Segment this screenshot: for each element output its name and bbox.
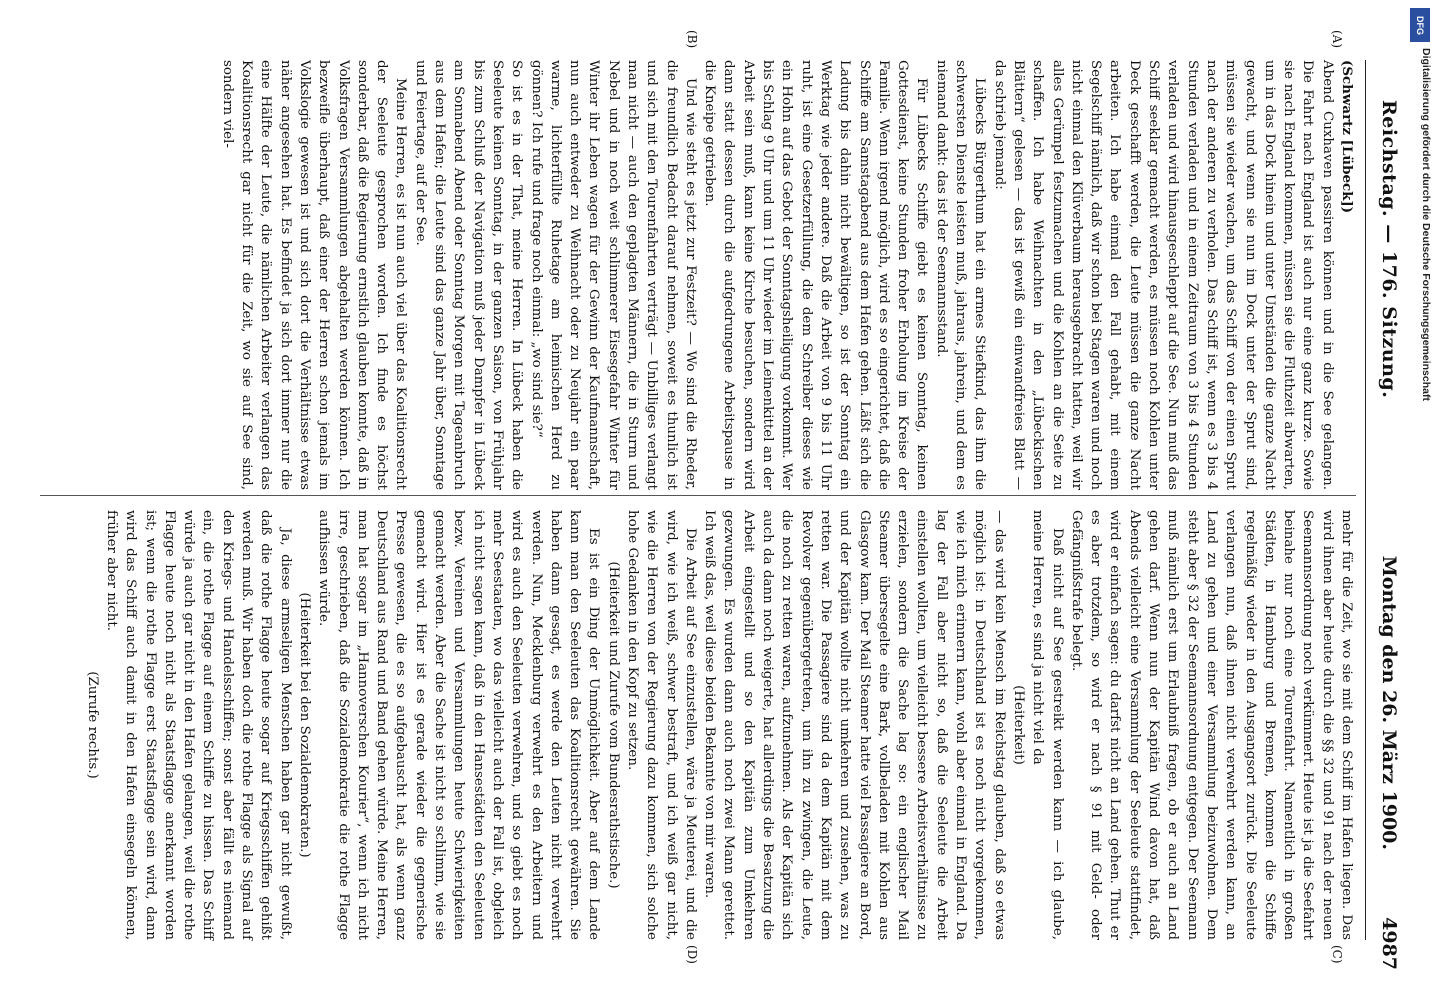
column-divider — [40, 495, 1356, 496]
paragraph: — das wird kein Mensch im Reichstag glauben, daß so etwas möglich ist: in Deutschland ist es noch nicht vorgekommen, wie ich mich erinnern kann, wohl aber einmal in England. Da lag der Fall aber nicht so, daß die Seeleute die Arbeit einstellen wollten, um vielleicht bessere Arbeitsverhältnisse zu erzielen, sondern die Sache lag so: ein englischer Mail Steamer übersegelte eine Bark, vollbeladen mit Kohlen aus Glasgow kam. Der Mail Steamer hatte viel Passagiere an Bord, und der Kapitän wollte nicht umkehren und zusehen, was zu retten war. Die Passagiere sind da dem Kapitän mit dem Revolver gegenübergetreten, um ihn zu zwingen, die Leute, die noch zu retten waren, aufzunehmen. Als der Kapitän sich auch da dann noch weigerte, hat allerdings die Besatzung die Arbeit eingestellt und so den Kapitän zum Umkehren gezwungen. Es wurden dann auch noch zwei Mann gerettet. Ich weiß das, weil diese beiden Bekannte von mir waren. — [702, 510, 1007, 940]
page-number: 4987 — [1378, 917, 1400, 970]
header-left: Reichstag. — 176. Sitzung. — [1378, 100, 1400, 399]
paragraph: Meine Herren, es ist nun auch viel über das Koalitionsrecht der Seeleute gesprochen worden. Ich finde es höchst sonderbar, daß die Regierung ernstlich glauben konnte, daß in Volksfragen Versammlungen abgehalten werden können. Ich bezweifle überhaupt, daß einer der Herren schon jemals im Volkslogie gewesen ist und sich dort die Verhältnisse etwas näher angesehen hat. Es befindet ja sich dort immer nur die eine Hälfte der Leute, die nämlichen Arbeiter verlangen das Koalitionsrecht gar nicht für die Zeit, wo sie auf See sind, sondern viel- — [219, 60, 409, 490]
paragraph: Daß nicht auf See gestreikt werden kann — ich glaube, meine Herren, es sind ja nicht viel da — [1030, 510, 1065, 940]
paragraph: Lübecks Bürgerthum hat ein armes Stiefkind, das ihm die schwersten Dienste leisten muß, jahraus, jahrein, und dem es niemand dankt: das ist der Seemannsstand. — [933, 60, 988, 490]
paragraph: So ist es in der That, meine Herren. In Lübeck haben die Seeleute keinen Sonntag, in der ganzen Saison, von Frühjahr bis zum Schluß der Navigation muß jeder Dampfer in Lübeck am Sonnabend Abend oder Sonntag Morgen mit Tageanbruch aus dem Hafen; die Leute sind das ganze Jahr über, Sonntage und Feiertage, auf der See. — [412, 60, 525, 490]
column-left — [217, 60, 1356, 490]
interjection: (Heiterkeit bei den Sozialdemokraten.) — [296, 592, 312, 858]
header-right: Montag den 26. März 1900. — [1378, 555, 1400, 850]
column-right — [82, 510, 1356, 940]
stamp-text: Digitalisierung gefördert durch die Deutsche Forschungsgemeinschaft — [1420, 48, 1432, 401]
interjection: (Heiterkeit und Zurufe vom Bundesrathstische.) — [605, 561, 621, 889]
marker-d: (D) — [685, 945, 699, 964]
paragraph: Abend Cuxhaven passiren können und in die See gelangen. Die Fahrt nach England ist auch nur eine ganz kurze. Sowie sie nach England kommen, müssen sie die Fluthzeit abwarten, um in das Dock hinein und unter Umständen die ganze Nacht gewacht, und wenn sie nun im Dock unter der Sprut sind, müssen sie wieder wachen, um das Schiff von der einen Sprut nach der anderen zu verholen. Das Schiff ist, wenn es 3 bis 4 Stunden verladen und in einem Zeitraum von 3 bis 4 Stunden verladen und wird hinausgeschleppt auf die See. Nun muß das Schiff seeklar gemacht werden, es müssen noch Kohlen unter Deck geschafft werden, die Leute müssen die ganze Nacht arbeiten. Ich habe einmal den Fall gehabt, mit einem Segelschiff nämlich, daß wir schon bei Stagen waren und noch nicht einmal den Klüverbaum herausgebracht hatten, weil wir alles Gerümpel festzumachen und die Kohlen an die Seite zu schaffen. Ich habe Weihnachten in den „Lübeckischen Blättern“ gelesen — das ist gewiß ein einwandfreies Blatt — da schrieb jemand: — [991, 60, 1335, 490]
paragraph: Und wie steht es jetzt zur Festzeit? — Wo sind die Rheder, die freundlich Bedacht darauf nehmen, soweit es thunlich ist und sich mit den Tourenfahrten verträgt — Unbilliges verlangt man nicht — auch den geplagten Männern, die in Sturm und Nebel und in noch weit schlimmerer Eisesgefahr Winter für Winter ihr Leben wagen für der Gewinn der Kaufmannschaft, nun auch entweder zu Weihnacht oder zu Neujahr ein paar warme, lichterfüllte Ruhetage am heimischen Herd zu gönnen? Ich rufe und frage noch einmal: „wo sind sie?“ — [528, 60, 698, 490]
paragraph: mehr für die Zeit, wo sie mit dem Schiff im Hafen liegen. Das wird ihnen aber heute durch die §§ 32 und 91 nach der neuen Seemannsordnung noch verkümmert. Heute ist ja die Seefahrt beinahe nur noch eine Tourenfahrt. Namentlich in großen Städten, in Hamburg und Bremen, kommen die Schiffe regelmäßig wieder in den Ausgangsort zurück. Die Seeleute verlangen nun, daß ihnen nicht verwehrt werden kann, an Land zu gehen und einer Versammlung beizuwohnen. Dem steht aber § 32 der Seemannsordnung entgegen. Der Seemann muß nämlich erst um Erlaubniß fragen, ob er auch an Land gehen darf. Wenn nun der Kapitän Wind davon hat, daß Abends vielleicht eine Versammlung der Seeleute stattfindet, wird er einfach sagen: du darfst nicht an Land gehen. Thut er es aber trotzdem, so wird er nach § 91 mit Geld- oder Gefängnißstrafe belegt. — [1068, 510, 1354, 940]
paragraph: Es ist ein Ding der Unmöglichkeit. Aber auf dem Lande kann man den Seeleuten das Koalitionsrecht gewähren. Sie haben dann gesagt, es werde den Leuten nicht verwehrt werden. Nun, Mecklenburg verwehrt es den Arbeitern und wird es auch den Seeleuten verwehren, und so giebt es noch mehr Seestaaten, wo das vielleicht auch der Fall ist, obgleich ich nicht sagen kann, daß in den Hansestädten den Seeleuten bezw. Vereinen und Versammlungen heute Schwierigkeiten gemacht werden. Aber die Sache ist nicht so schlimm, wie sie gemacht wird. Hier ist es gerade wieder die gegnerische Presse gewesen, die es so aufgebauscht hat, als wenn ganz Deutschland aus Rand und Band gehen würde. Meine Herren, man hat sogar im „Hannoverschen Kourier“, wenn ich nicht irre, geschrieben, daß die Sozialdemokratie die rothe Flagge aufhissen würde. — [316, 510, 602, 940]
paragraph: Die Arbeit auf See einzustellen, wäre ja Meuterei, und die wird, wie ich weiß, schwer bestraft, und ich weiß gar nicht, wie die Herren von der Regierung dazu kommen, sich solche hohe Gedanken in den Kopf zu setzen. — [625, 510, 698, 940]
header-rule — [1365, 60, 1366, 940]
marker-b: (B) — [685, 30, 699, 49]
dfg-logo: DFG — [1410, 8, 1430, 42]
paragraph: Für Lübecks Schiffe giebt es keinen Sonntag, keinen Gottesdienst, keine Stunden froher Erholung im Kreise der Familie. Wenn irgend möglich, wird es so eingerichtet, daß die Schiffe am Samstagabend aus dem Hafen gehen. Läßt sich die Ladung bis dahin nicht bewältigen, so ist der Sonntag ein Werktag wie jeder andere. Daß die Arbeit von 9 bis 11 Uhr ruht, ist eine Gesetzerfüllung, die dem Schreiber dieses wie ein Hohn auf das Gebot der Sonntagsheiligung vorkommt. Wer bis Schlag 9 Uhr und um 11 Uhr wieder im Leinenkittel an der Arbeit sein muß, kann keine Kirche besuchen, sondern wird dann statt dessen durch die aufgedrungene Arbeitspause in die Kneipe getrieben. — [702, 60, 930, 490]
interjection: (Heiterkeit) — [1010, 685, 1026, 765]
digitization-stamp — [1406, 8, 1432, 528]
marker-c: (C) — [1330, 945, 1344, 964]
paragraph: Ja, diese armseligen Menschen haben gar nicht gewußt, daß die rothe Flagge heute sogar auf Kriegsschiffen gehißt werden muß. Wir haben doch die rothe Flagge als Signal auf den Kriegs- und Handelsschiffen; sonst aber fällt es niemand ein, die rothe Flagge auf einem Schiffe zu hissen. Das Schiff würde ja auch gar nicht in den Hafen gelangen, weil die rothe Flagge heute noch nicht als Staatsflagge anerkannt worden ist; wenn die rothe Flagge erst Staatsflagge sein wird, dann wird das Schiff auch damit in den Hafen einsegeln können, früher aber nicht. — [104, 510, 293, 940]
interjection: (Zurufe rechts.) — [84, 671, 100, 779]
marker-a: (A) — [1330, 30, 1344, 49]
speaker-name: (Schwartz [Lübeck]) — [1339, 60, 1355, 214]
page-header — [1372, 40, 1406, 970]
